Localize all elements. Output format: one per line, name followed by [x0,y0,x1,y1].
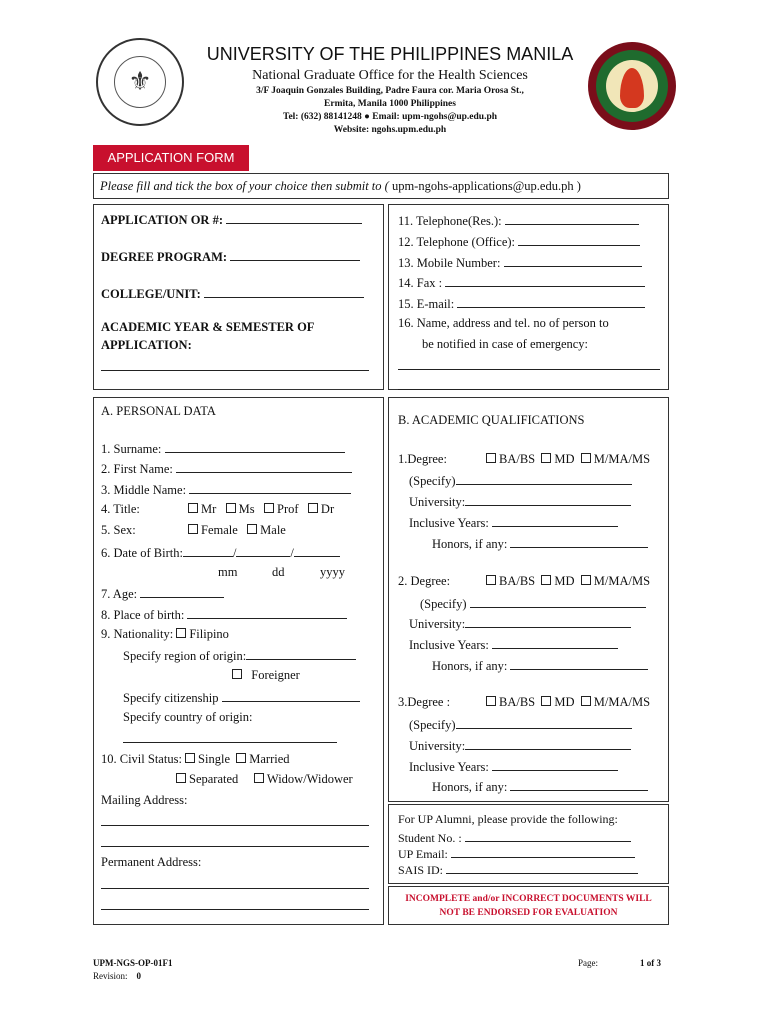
degree-2-university-row [409,615,631,632]
dob-yyyy-field[interactable] [294,544,340,557]
degree-2-options [486,574,650,589]
title-dr-label: Dr [320,502,335,516]
degree-3-specify-row [409,716,632,733]
alumni-intro: For UP Alumni, please provide the following: [398,812,618,826]
permanent-address-label: Permanent Address: [101,855,202,869]
sex-female-label: Female [201,523,238,537]
degree-3-inclusive-label: Inclusive Years: [409,760,489,774]
degree-3-honors-row [432,778,648,795]
region-field[interactable] [246,647,356,660]
place-row [101,606,347,623]
sais-row [398,861,638,878]
tel-office-label: 12. Telephone (Office): [398,235,516,249]
civil-single-label: Single [198,752,230,766]
first-name-row [101,460,352,477]
degree-program-row [101,248,360,265]
tel-res-field[interactable] [505,212,639,225]
sex-female-checkbox[interactable] [188,524,198,534]
civil-widow-checkbox[interactable] [254,773,264,783]
instruction [93,173,669,199]
fax-label: 14. Fax : [398,276,443,290]
dob-row: 6. Date of Birth: / / [101,544,340,561]
mobile-label: 13. Mobile Number: [398,256,501,270]
degree-1-mms-checkbox[interactable] [581,453,591,463]
degree-3-university-label: University: [409,739,466,753]
personal-data-heading: A. PERSONAL DATA [101,404,216,418]
degree-2-specify-label: (Specify) [420,597,467,611]
up-email-label: UP Email: [398,847,448,861]
degree-3-university-field[interactable] [465,737,631,750]
degree-3-inclusive-row [409,758,618,775]
page-label: Page: [578,958,598,968]
country-label: Specify country of origin: [123,710,253,724]
civil-widow-label: Widow/Widower [266,772,353,786]
civil-single-checkbox[interactable] [185,753,195,763]
up-email-field[interactable] [451,845,635,858]
surname-row [101,440,345,457]
tel-office-row [398,233,640,250]
age-label: 7. Age: [101,587,138,601]
title-ms-checkbox[interactable] [226,503,236,513]
office-name: National Graduate Office for the Health Sciences [252,68,528,83]
college-label: COLLEGE/UNIT: [101,287,201,301]
or-field[interactable] [226,211,362,224]
ay-label-1: ACADEMIC YEAR & SEMESTER OF [101,320,315,334]
age-field[interactable] [140,585,224,598]
application-or-row [101,211,362,228]
country-field[interactable] [123,742,337,743]
middle-name-field[interactable] [189,481,351,494]
sais-field[interactable] [446,861,638,874]
region-row [123,647,356,664]
ay-field[interactable] [101,370,369,371]
sex-male-checkbox[interactable] [247,524,257,534]
surname-field[interactable] [165,440,345,453]
degree-3-honors-field[interactable] [510,778,648,791]
degree-2-label: 2. Degree: [398,574,451,588]
dob-dd-hint: dd [272,565,285,579]
degree-2-inclusive-row [409,636,618,653]
degree-program-field[interactable] [230,248,360,261]
college-row [101,285,364,302]
degree-1-university-label: University: [409,495,466,509]
tel-res-label: 11. Telephone(Res.): [398,214,502,228]
address-line-2: Ermita, Manila 1000 Philippines [324,99,456,109]
degree-3-babs-label: BA/BS [499,695,536,709]
fax-row [398,274,645,291]
degree-2-specify-row [420,595,646,612]
degree-3-babs-checkbox[interactable] [486,696,496,706]
tel-res-row [398,212,639,229]
degree-2-md-checkbox[interactable] [541,575,551,585]
civil-status-row-2 [176,772,353,787]
page-number: 1 of 3 [640,958,661,968]
civil-married-label: Married [249,752,290,766]
age-row [101,585,224,602]
mobile-row [398,254,642,271]
degree-2-honors-label: Honors, if any: [432,659,508,673]
degree-1-honors-field[interactable] [510,535,648,548]
college-field[interactable] [204,285,364,298]
email-row [398,295,645,312]
citizenship-field[interactable] [222,689,360,702]
revision-label: Revision: [93,971,128,981]
degree-3-specify-label: (Specify) [409,718,456,732]
nationality-label: 9. Nationality: [101,627,174,641]
degree-1-honors-row [432,535,648,552]
degree-1-inclusive-label: Inclusive Years: [409,516,489,530]
degree-3-university-row [409,737,631,754]
warning-line-1: INCOMPLETE and/or INCORRECT DOCUMENTS WILL [405,894,652,904]
degree-2-honors-row [432,657,648,674]
degree-1-mms-label: M/MA/MS [593,452,651,466]
dob-mm-field[interactable] [183,544,233,557]
degree-1-specify-row [409,472,632,489]
degree-1-specify-field[interactable] [456,472,632,485]
mailing-address-label: Mailing Address: [101,793,188,807]
sex-male-label: Male [260,523,286,537]
degree-2-mms-checkbox[interactable] [581,575,591,585]
degree-3-honors-label: Honors, if any: [432,780,508,794]
mailing-address-field-2[interactable] [101,846,369,847]
filipino-checkbox[interactable] [176,628,186,638]
title-mr-label: Mr [201,502,217,516]
nationality-row [101,627,229,642]
degree-3-mms-label: M/MA/MS [593,695,651,709]
dob-yyyy-hint: yyyy [320,565,345,579]
sais-label: SAIS ID: [398,863,444,877]
degree-1-inclusive-field[interactable] [492,514,618,527]
degree-1-inclusive-row [409,514,618,531]
foreigner-row [232,668,300,683]
citizenship-label: Specify citizenship [123,691,219,705]
revision-value: 0 [136,971,142,981]
fax-field[interactable] [445,274,645,287]
degree-2-university-label: University: [409,617,466,631]
address-line-1: 3/F Joaquin Gonzales Building, Padre Faura cor. Maria Orosa St., [256,86,524,96]
warning-box [388,886,669,925]
civil-separated-label: Separated [189,772,239,786]
warning-line-2: NOT BE ENDORSED FOR EVALUATION [439,908,618,918]
citizenship-row [123,689,360,706]
revision-row [93,971,141,981]
title-options [188,502,334,517]
foreigner-label: Foreigner [251,668,300,682]
degree-3-inclusive-field[interactable] [492,758,618,771]
title-label: 4. Title: [101,502,140,516]
university-name: UNIVERSITY OF THE PHILIPPINES MANILA [206,44,574,64]
degree-1-babs-checkbox[interactable] [486,453,496,463]
mailing-address-field-1[interactable] [101,825,369,826]
submission-email: upm-ngohs-applications@up.edu.ph ) [388,179,581,193]
student-no-row [398,829,631,846]
dob-mm-hint: mm [218,565,238,579]
degree-1-university-field[interactable] [465,493,631,506]
emergency-field-2[interactable] [398,389,660,390]
academic-heading: B. ACADEMIC QUALIFICATIONS [398,413,585,427]
degree-2-mms-label: M/MA/MS [593,574,651,588]
emergency-label-2: be notified in case of emergency: [422,337,589,351]
degree-1-md-checkbox[interactable] [541,453,551,463]
civil-status-label: 10. Civil Status: [101,752,182,766]
title-mr-checkbox[interactable] [188,503,198,513]
permanent-address-field-1[interactable] [101,888,369,889]
degree-program-label: DEGREE PROGRAM: [101,250,228,264]
title-dr-checkbox[interactable] [308,503,318,513]
degree-3-mms-checkbox[interactable] [581,696,591,706]
email-field[interactable] [457,295,645,308]
degree-2-inclusive-label: Inclusive Years: [409,638,489,652]
degree-1-options [486,452,650,467]
dob-dd-field[interactable] [236,544,290,557]
foreigner-checkbox[interactable] [232,669,242,679]
surname-label: 1. Surname: [101,442,162,456]
degree-1-university-row [409,493,631,510]
form-title: APPLICATION FORM [93,145,249,171]
degree-3-label: 3.Degree : [398,695,451,709]
place-label: 8. Place of birth: [101,608,185,622]
first-name-field[interactable] [176,460,352,473]
degree-3-md-checkbox[interactable] [541,696,551,706]
degree-1-md-label: MD [554,452,575,466]
title-prof-label: Prof [277,502,299,516]
degree-3-md-label: MD [554,695,575,709]
email-label: 15. E-mail: [398,297,455,311]
first-name-label: 2. First Name: [101,462,173,476]
form-code: UPM-NGS-OP-01F1 [93,958,173,968]
student-no-label: Student No. : [398,831,462,845]
permanent-address-field-2[interactable] [101,909,369,910]
up-seal-icon: ⚜ [96,38,184,126]
civil-status-row [101,752,290,767]
degree-2-university-field[interactable] [465,615,631,628]
sex-label: 5. Sex: [101,523,136,537]
degree-3-options [486,695,650,710]
place-field[interactable] [187,606,347,619]
civil-separated-checkbox[interactable] [176,773,186,783]
website-line: Website: ngohs.upm.edu.ph [333,125,447,135]
middle-name-label: 3. Middle Name: [101,483,187,497]
degree-2-honors-field[interactable] [510,657,648,670]
sex-options [188,523,286,538]
filipino-label: Filipino [189,627,229,641]
civil-married-checkbox[interactable] [236,753,246,763]
degree-1-specify-label: (Specify) [409,474,456,488]
dob-label: 6. Date of Birth: [101,546,183,560]
degree-2-babs-label: BA/BS [499,574,536,588]
degree-2-inclusive-field[interactable] [492,636,618,649]
degree-2-specify-field[interactable] [470,595,646,608]
emergency-label-1: 16. Name, address and tel. no of person to [398,316,609,330]
region-label: Specify region of origin: [123,649,247,663]
title-ms-label: Ms [238,502,255,516]
mobile-field[interactable] [504,254,642,267]
degree-1-label: 1.Degree: [398,452,447,466]
degree-1-babs-label: BA/BS [499,452,536,466]
degree-2-md-label: MD [554,574,575,588]
degree-2-babs-checkbox[interactable] [486,575,496,585]
up-email-row [398,845,635,862]
degree-1-honors-label: Honors, if any: [432,537,508,551]
emergency-field-1[interactable] [398,369,660,370]
ay-label-2: APPLICATION: [101,338,192,352]
instruction-text: Please fill and tick the box of your choice then submit to ( [100,179,389,193]
or-label: APPLICATION OR #: [101,213,223,227]
title-prof-checkbox[interactable] [264,503,274,513]
degree-3-specify-field[interactable] [456,716,632,729]
tel-office-field[interactable] [518,233,640,246]
contact-line: Tel: (632) 88141248 ● Email: upm-ngohs@up.edu.ph [282,112,498,122]
student-no-field[interactable] [465,829,631,842]
middle-name-row [101,481,351,498]
